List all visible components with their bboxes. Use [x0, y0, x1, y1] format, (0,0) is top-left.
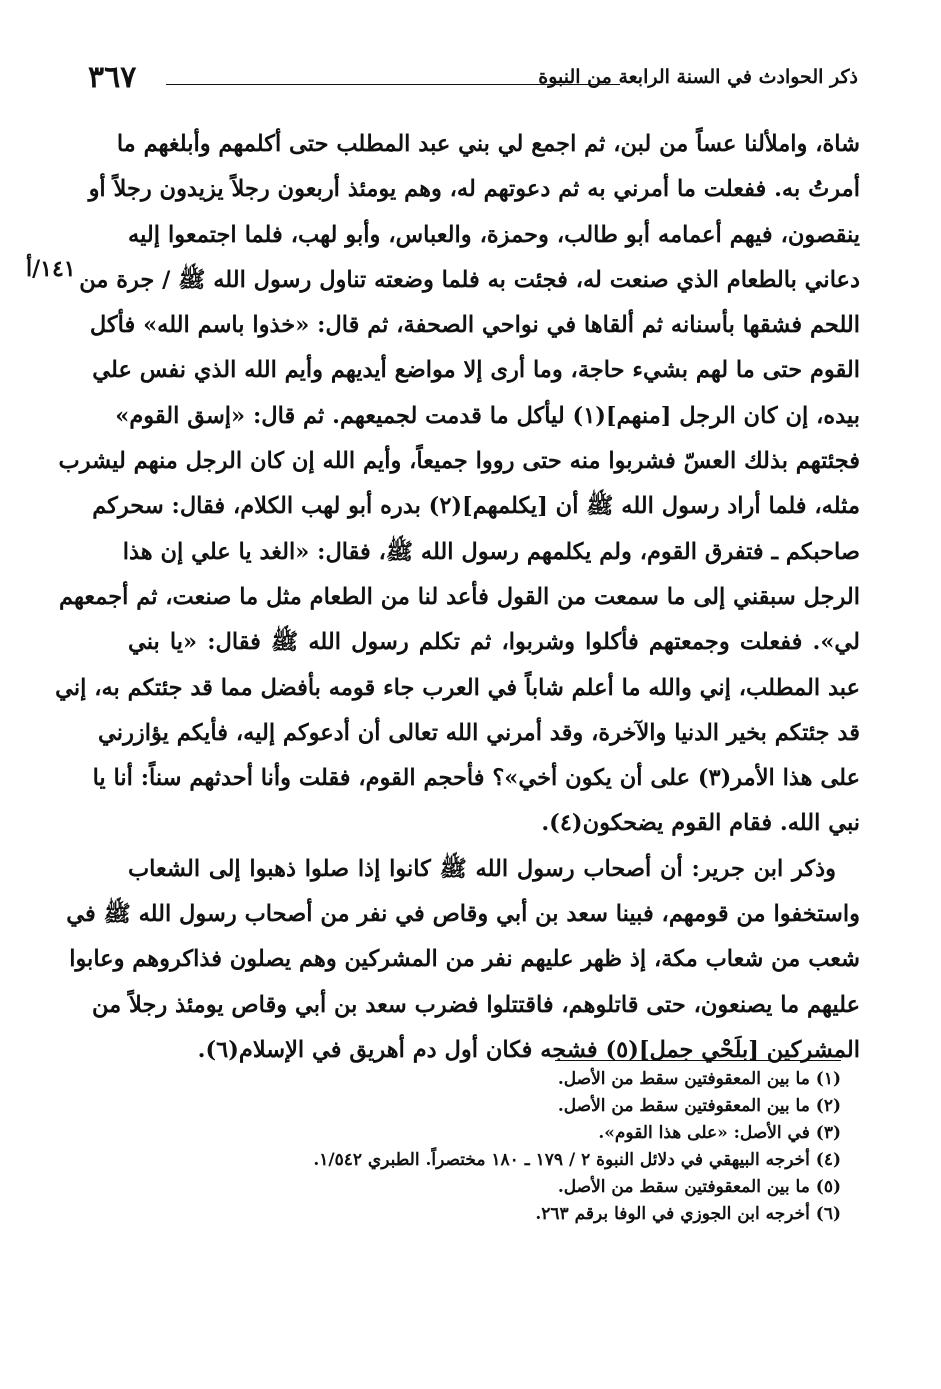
header-rule — [166, 84, 620, 85]
page-number: ٣٦٧ — [88, 60, 137, 95]
body-line: وذكر ابن جرير: أن أصحاب رسول الله ﷺ كانوا إذا صلوا ذهبوا إلى الشعاب — [128, 855, 836, 882]
footnote-rule — [555, 1060, 841, 1061]
body-line: لي». ففعلت وجمعتهم فأكلوا وشربوا، ثم تكلم رسول الله ﷺ فقال: «يا بني — [128, 629, 860, 656]
body-line: الرجل سبقني إلى ما سمعت من القول فأعد لنا من الطعام مثل ما صنعت، ثم أجمعهم — [59, 583, 860, 610]
body-line: دعاني بالطعام الذي صنعت له، فجئت به فلما وضعته تناول رسول الله ﷺ / جرة من — [79, 266, 860, 293]
body-line: عبد المطلب، إني والله ما أعلم شاباً في العرب جاء قومه بأفضل مما قد جئتكم به، إني — [55, 674, 860, 701]
body-line: ينقصون، فيهم أعمامه أبو طالب، وحمزة، والعباس، وأبو لهب، فلما اجتمعوا إليه — [128, 221, 860, 248]
body-line: مثله، فلما أراد رسول الله ﷺ أن [يكلمهم](٢) بدره أبو لهب الكلام، فقال: سحركم — [92, 493, 860, 520]
body-line: أمرتُ به. ففعلت ما أمرني به ثم دعوتهم له، وهم يومئذ أربعون رجلاً يزيدون رجلاً أو — [88, 176, 860, 203]
body-line: عليهم ما يصنعون، حتى قاتلوهم، فاقتتلوا فضرب سعد بن أبي وقاص يومئذ رجلاً من — [92, 991, 860, 1018]
body-line: قد جئتكم بخير الدنيا والآخرة، وقد أمرني الله تعالى أن أدعوكم إليه، فأيكم يؤازرني — [98, 719, 860, 746]
page-header — [88, 60, 858, 100]
body-line: شاة، واملألنا عساً من لبن، ثم اجمع لي بني عبد المطلب حتى أكلمهم وأبلغهم ما — [116, 131, 860, 157]
footnote: (٢) ما بين المعقوفتين سقط من الأصل. — [557, 1096, 841, 1116]
body-line: نبي الله. فقام القوم يضحكون(٤). — [541, 810, 860, 837]
footnote: (١) ما بين المعقوفتين سقط من الأصل. — [557, 1069, 841, 1089]
body-line: شعب من شعاب مكة، إذ ظهر عليهم نفر من المشركين وهم يصلون فذاكروهم وعابوا — [69, 946, 860, 973]
body-line: اللحم فشقها بأسنانه ثم ألقاها في نواحي الصحفة، ثم قال: «خذوا باسم الله» فأكل — [89, 312, 860, 339]
body-line: المشركين [بلَحْي جمل](٥) فشجه فكان أول دم أهريق في الإسلام(٦). — [197, 1036, 860, 1063]
body-line: القوم حتى ما لهم بشيء حاجة، وما أرى إلا مواضع أيديهم وأيم الله الذي نفس علي — [92, 357, 860, 384]
body-line: واستخفوا من قومهم، فبينا سعد بن أبي وقاص في نفر من أصحاب رسول الله ﷺ في — [66, 901, 860, 928]
body-line: فجئتهم بذلك العسّ فشربوا منه حتى رووا جميعاً، وأيم الله إن كان الرجل منهم ليشرب — [58, 448, 860, 475]
body-line: صاحبكم ـ فتفرق القوم، ولم يكلمهم رسول الله ﷺ، فقال: «الغد يا علي إن هذا — [122, 538, 860, 565]
footnote: (٦) أخرجه ابن الجوزي في الوفا برقم ٢٦٣. — [535, 1204, 841, 1224]
footnote: (٥) ما بين المعقوفتين سقط من الأصل. — [557, 1177, 841, 1197]
running-title: ذكر الحوادث في السنة الرابعة من النبوة — [538, 66, 858, 88]
footnote: (٤) أخرجه البيهقي في دلائل النبوة ٢ / ١٧٩ ـ ١٨٠ مختصراً. الطبري ١/٥٤٢. — [313, 1150, 841, 1170]
manuscript-folio-ref: ١٤١/أ — [26, 256, 76, 282]
footnotes — [141, 1066, 841, 1228]
body-line: على هذا الأمر(٣) على أن يكون أخي»؟ فأحجم القوم، فقلت وأنا أحدثهم سناً: أنا يا — [92, 765, 860, 792]
footnote: (٣) في الأصل: «على هذا القوم». — [598, 1123, 841, 1143]
body-line: بيده، إن كان الرجل [منهم](١) ليأكل ما قدمت لجميعهم. ثم قال: «إسق القوم» — [115, 402, 860, 429]
body-text — [55, 122, 860, 1073]
